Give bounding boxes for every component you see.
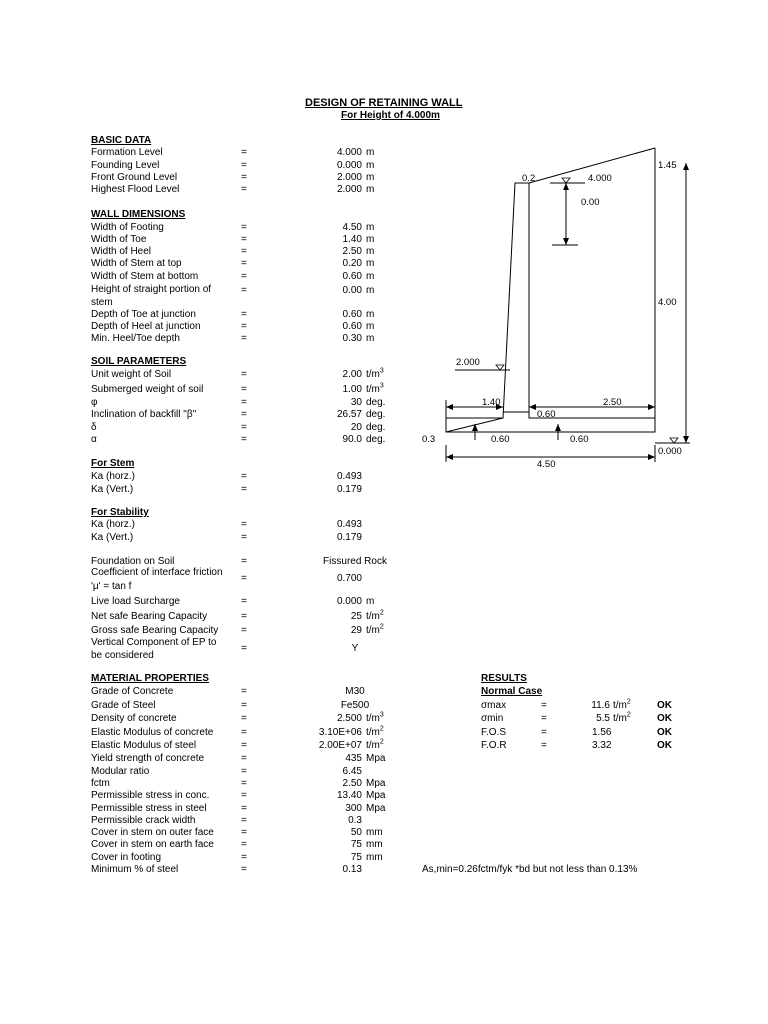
row-value: 0.60 <box>342 309 362 320</box>
row-equals: = <box>241 309 247 320</box>
row-value: 50 <box>350 827 362 838</box>
row-equals: = <box>241 484 247 495</box>
row-value: 0.493 <box>336 471 362 482</box>
row-label: Inclination of backfill "β" <box>91 409 197 420</box>
soil-parameters-heading: SOIL PARAMETERS <box>91 356 187 367</box>
row-label: Cover in footing <box>91 852 162 863</box>
unit-exponent: 2 <box>626 711 631 719</box>
row-equals: = <box>241 422 247 433</box>
row-label: Min. Heel/Toe depth <box>91 333 180 344</box>
unit-text: m <box>366 596 375 607</box>
row-equals: = <box>241 434 247 445</box>
unit-text: t/m <box>366 384 380 395</box>
results-heading: RESULTS <box>481 673 527 684</box>
dim-heel: 2.50 <box>603 397 622 408</box>
row-equals: = <box>241 409 247 420</box>
row-value: 435 <box>345 753 362 764</box>
unit-text: m <box>366 147 375 158</box>
row-equals: = <box>241 790 247 801</box>
row-equals: = <box>241 713 247 724</box>
row-equals: = <box>241 815 247 826</box>
min-steel-note: As,min=0.26fctm/fyk *bd but not less than 0.13% <box>422 864 638 875</box>
row-label: Elastic Modulus of steel <box>91 740 197 751</box>
row-equals: = <box>241 258 247 269</box>
result-value: 11.6 <box>591 700 610 711</box>
row-value: 0.60 <box>342 321 362 332</box>
unit-text: m <box>366 271 375 282</box>
row-value: 13.40 <box>336 790 362 801</box>
row-value: 0.000 <box>336 596 362 607</box>
unit-text: m <box>366 321 375 332</box>
row-equals: = <box>241 753 247 764</box>
unit-exponent: 3 <box>379 367 384 375</box>
row-value: 29 <box>350 625 362 636</box>
dim-surcharge: 0.00 <box>581 197 600 208</box>
result-value: 1.56 <box>592 727 612 738</box>
row-value: 26.57 <box>336 409 362 420</box>
row-label: Grade of Concrete <box>91 686 174 697</box>
row-label: Ka (horz.) <box>91 471 135 482</box>
row-equals: = <box>241 727 247 738</box>
row-value: 2.50 <box>342 778 362 789</box>
ground-level-icon <box>496 365 504 370</box>
row-value: 0.13 <box>342 864 362 875</box>
result-status: OK <box>657 700 672 711</box>
row-equals: = <box>241 160 247 171</box>
page-subtitle: For Height of 4.000m <box>341 110 440 121</box>
for-stability-heading: For Stability <box>91 507 149 518</box>
row-label: Width of Stem at top <box>91 258 182 269</box>
unit-text: t/m <box>366 740 380 751</box>
row-label: Width of Toe <box>91 234 147 245</box>
row-value: 6.45 <box>342 766 362 777</box>
result-status: OK <box>657 713 672 724</box>
unit-text: deg. <box>366 409 386 420</box>
unit-text: t/m <box>366 611 380 622</box>
row-equals: = <box>241 740 247 751</box>
dim-footing: 4.50 <box>537 459 556 470</box>
row-equals: = <box>241 778 247 789</box>
row-equals: = <box>241 471 247 482</box>
dim-min-depth: 0.3 <box>422 434 436 445</box>
row-equals: = <box>241 596 247 607</box>
row-value: 0.179 <box>336 484 362 495</box>
result-label: σmin <box>481 713 504 724</box>
row-equals: = <box>241 643 247 654</box>
unit-text: t/m <box>613 713 627 724</box>
row-value: 30 <box>350 397 362 408</box>
row-label: fctm <box>91 778 110 789</box>
row-value: 300 <box>345 803 362 814</box>
row-equals: = <box>241 803 247 814</box>
page-title: DESIGN OF RETAINING WALL <box>305 97 463 109</box>
unit-text: mm <box>366 852 383 863</box>
row-label-cont: 'μ' = tan f <box>91 581 132 592</box>
dim-stem-top: 0.2 <box>522 173 536 184</box>
row-equals: = <box>241 625 247 636</box>
row-label: Vertical Component of EP to <box>91 637 217 648</box>
unit-exponent: 3 <box>379 711 384 719</box>
dim-toe-depth: 0.60 <box>491 434 510 445</box>
dim-slope-rise: 1.45 <box>658 160 677 171</box>
row-label: Front Ground Level <box>91 172 178 183</box>
row-value: 2.00 <box>342 369 362 380</box>
row-equals: = <box>241 611 247 622</box>
dim-formation-level: 4.000 <box>588 173 612 184</box>
result-equals: = <box>541 713 547 724</box>
row-label: Ka (Vert.) <box>91 532 134 543</box>
unit-text: m <box>366 246 375 257</box>
row-value: 0.700 <box>336 573 362 584</box>
unit-text: t/m <box>366 713 380 724</box>
unit-exponent: 2 <box>379 738 384 746</box>
unit-text: m <box>366 285 375 296</box>
row-equals: = <box>241 333 247 344</box>
unit-text: deg. <box>366 434 386 445</box>
row-label: Cover in stem on outer face <box>91 827 214 838</box>
basic-data-heading: BASIC DATA <box>91 135 152 146</box>
row-equals: = <box>241 369 247 380</box>
row-equals: = <box>241 321 247 332</box>
unit-exponent: 2 <box>379 609 384 617</box>
unit-text: m <box>366 309 375 320</box>
row-equals: = <box>241 285 247 296</box>
row-value: Fissured Rock <box>323 556 387 567</box>
row-value: M30 <box>345 686 365 697</box>
row-value: 90.0 <box>342 434 362 445</box>
unit-text: t/m <box>613 700 627 711</box>
row-value: 2.000 <box>336 172 362 183</box>
row-value: 0.493 <box>336 519 362 530</box>
row-label: Depth of Toe at junction <box>91 309 196 320</box>
result-equals: = <box>541 727 547 738</box>
row-label-cont: be considered <box>91 650 154 661</box>
row-label: Net safe Bearing Capacity <box>91 611 208 622</box>
wall-dimensions-heading: WALL DIMENSIONS <box>91 209 186 220</box>
row-label: δ <box>91 422 97 433</box>
row-label: φ <box>91 397 98 408</box>
row-label: Gross safe Bearing Capacity <box>91 625 219 636</box>
row-equals: = <box>241 852 247 863</box>
unit-text: Mpa <box>366 778 386 789</box>
unit-text: m <box>366 160 375 171</box>
founding-level-icon <box>670 438 678 443</box>
row-value: 20 <box>350 422 362 433</box>
unit-text: t/m <box>366 369 380 380</box>
row-equals: = <box>241 766 247 777</box>
result-label: σmax <box>481 700 507 711</box>
unit-text: deg. <box>366 422 386 433</box>
result-equals: = <box>541 740 547 751</box>
row-value: 75 <box>350 839 362 850</box>
wall-outline <box>446 183 655 432</box>
unit-text: t/m <box>366 625 380 636</box>
row-value: 75 <box>350 852 362 863</box>
row-value: 25 <box>350 611 362 622</box>
row-label: Width of Stem at bottom <box>91 271 199 282</box>
dim-stem-bottom: 0.60 <box>537 409 556 420</box>
unit-text: Mpa <box>366 803 386 814</box>
dim-founding: 0.000 <box>658 446 682 457</box>
row-equals: = <box>241 271 247 282</box>
material-properties-heading: MATERIAL PROPERTIES <box>91 673 209 684</box>
row-label: Coefficient of interface friction <box>91 567 223 578</box>
row-value: 0.179 <box>336 532 362 543</box>
unit-text: mm <box>366 839 383 850</box>
row-value: 0.30 <box>342 333 362 344</box>
row-equals: = <box>241 519 247 530</box>
row-label: Density of concrete <box>91 713 177 724</box>
for-stem-heading: For Stem <box>91 458 135 469</box>
unit-text: Mpa <box>366 753 386 764</box>
dim-front-ground: 2.000 <box>456 357 480 368</box>
row-label: Ka (Vert.) <box>91 484 134 495</box>
result-status: OK <box>657 727 672 738</box>
unit-text: t/m <box>366 727 380 738</box>
row-label: Modular ratio <box>91 766 150 777</box>
row-value: 1.00 <box>342 384 362 395</box>
row-value: Fe500 <box>340 700 370 711</box>
unit-text: Mpa <box>366 790 386 801</box>
row-label: α <box>91 434 97 445</box>
row-label: Width of Heel <box>91 246 152 257</box>
row-label: Minimum % of steel <box>91 864 179 875</box>
row-value: 3.10E+06 <box>318 727 362 738</box>
row-equals: = <box>241 384 247 395</box>
row-value: 4.50 <box>342 222 362 233</box>
unit-text: mm <box>366 827 383 838</box>
row-label: Elastic Modulus of concrete <box>91 727 214 738</box>
row-equals: = <box>241 864 247 875</box>
row-value: Y <box>351 643 359 654</box>
unit-exponent: 3 <box>379 382 384 390</box>
row-equals: = <box>241 827 247 838</box>
unit-text: m <box>366 333 375 344</box>
unit-text: m <box>366 172 375 183</box>
row-value: 2.500 <box>336 713 362 724</box>
unit-exponent: 2 <box>379 725 384 733</box>
row-label: Yield strength of concrete <box>91 753 205 764</box>
row-value: 0.3 <box>348 815 362 826</box>
result-value: 3.32 <box>592 740 612 751</box>
row-equals: = <box>241 556 247 567</box>
unit-text: m <box>366 184 375 195</box>
result-label: F.O.S <box>481 727 507 738</box>
row-value: 0.00 <box>342 285 362 296</box>
row-value: 0.20 <box>342 258 362 269</box>
unit-exponent: 2 <box>379 623 384 631</box>
unit-text: m <box>366 234 375 245</box>
row-label: Highest Flood Level <box>91 184 180 195</box>
unit-text: m <box>366 258 375 269</box>
results-subheading: Normal Case <box>481 686 543 697</box>
row-label: Height of straight portion of <box>91 284 212 295</box>
result-unit <box>613 713 631 725</box>
row-equals: = <box>241 573 247 584</box>
row-label: Permissible stress in conc. <box>91 790 210 801</box>
row-label: Width of Footing <box>91 222 164 233</box>
row-value: 2.00E+07 <box>318 740 362 751</box>
row-label: Permissible stress in steel <box>91 803 207 814</box>
dim-heel-depth: 0.60 <box>570 434 589 445</box>
row-equals: = <box>241 172 247 183</box>
row-value: 4.000 <box>336 147 362 158</box>
result-unit <box>613 700 631 712</box>
dim-toe: 1.40 <box>482 397 501 408</box>
result-label: F.O.R <box>481 740 507 751</box>
row-label: Permissible crack width <box>91 815 196 826</box>
row-equals: = <box>241 839 247 850</box>
unit-exponent: 2 <box>626 698 631 706</box>
row-equals: = <box>241 222 247 233</box>
row-label: Unit weight of Soil <box>91 369 172 380</box>
row-value: 0.60 <box>342 271 362 282</box>
row-equals: = <box>241 234 247 245</box>
row-label: Submerged weight of soil <box>91 384 204 395</box>
row-equals: = <box>241 397 247 408</box>
row-equals: = <box>241 532 247 543</box>
row-equals: = <box>241 147 247 158</box>
row-equals: = <box>241 686 247 697</box>
row-value: 2.50 <box>342 246 362 257</box>
dim-height: 4.00 <box>658 297 677 308</box>
result-status: OK <box>657 740 672 751</box>
row-value: 0.000 <box>336 160 362 171</box>
row-label: Grade of Steel <box>91 700 156 711</box>
row-label: Ka (horz.) <box>91 519 135 530</box>
row-label: Formation Level <box>91 147 163 158</box>
row-label-cont: stem <box>91 297 113 308</box>
row-value: 1.40 <box>342 234 362 245</box>
row-equals: = <box>241 246 247 257</box>
row-label: Live load Surcharge <box>91 596 180 607</box>
water-level-icon <box>562 178 570 183</box>
row-label: Foundation on Soil <box>91 556 175 567</box>
result-equals: = <box>541 700 547 711</box>
row-equals: = <box>241 184 247 195</box>
unit-text: m <box>366 222 375 233</box>
row-label: Depth of Heel at junction <box>91 321 201 332</box>
row-label: Founding Level <box>91 160 160 171</box>
row-value: 2.000 <box>336 184 362 195</box>
unit-text: deg. <box>366 397 386 408</box>
row-equals: = <box>241 700 247 711</box>
row-label: Cover in stem on earth face <box>91 839 214 850</box>
result-value: 5.5 <box>596 713 610 724</box>
